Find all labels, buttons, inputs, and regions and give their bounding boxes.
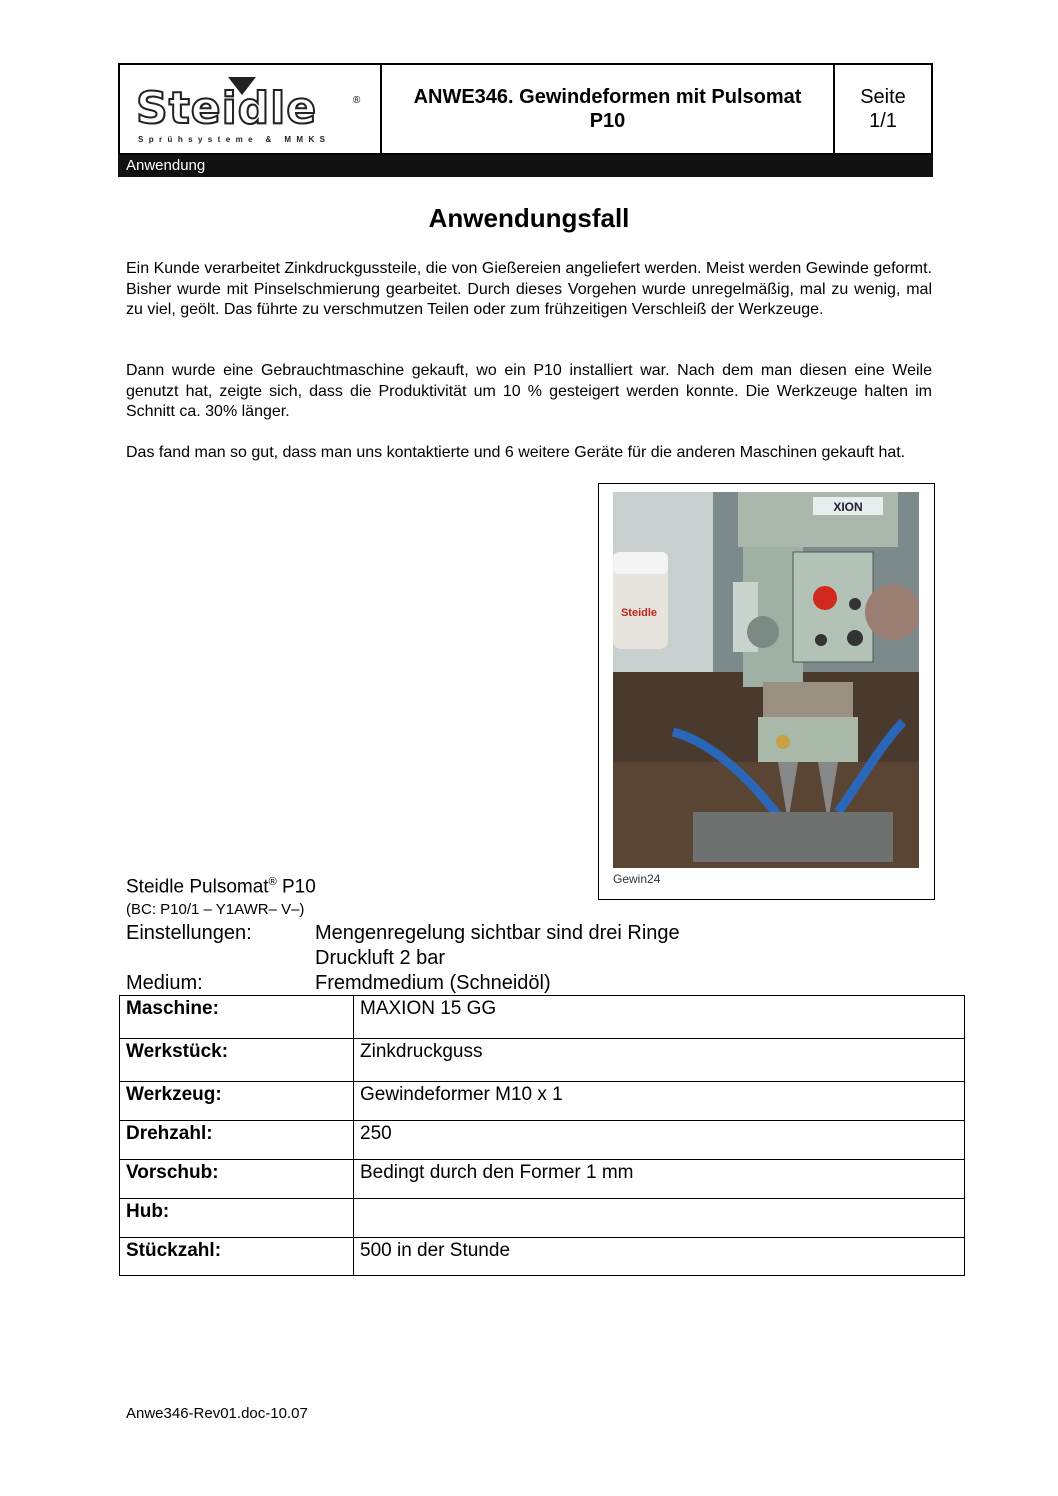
section-bar: Anwendung [118,155,933,177]
table-value: 500 in der Stunde [354,1238,965,1276]
table-row [120,1199,965,1238]
paragraph-3: Das fand man so gut, dass man uns kontaktierte und 6 weitere Geräte für die anderen Maschinen gekauft hat. [126,444,906,461]
table-key: Drehzahl: [120,1121,354,1160]
product-bc-code: (BC: P10/1 – Y1AWR– V–) [126,901,305,918]
table-key: Vorschub: [120,1160,354,1199]
table-value: Bedingt durch den Former 1 mm [354,1160,965,1199]
table-value: 250 [354,1121,965,1160]
table-row [120,1160,965,1199]
product-model: P10 [276,876,316,898]
product-name-text: Steidle Pulsomat [126,876,269,898]
spec-table [119,995,965,1276]
table-key: Werkzeug: [120,1082,354,1121]
table-key: Werkstück: [120,1039,354,1082]
document-title [382,65,835,153]
settings-label: Einstellungen: [126,922,252,944]
page-label: Seite [860,86,906,108]
table-key: Stückzahl: [120,1238,354,1276]
medium-label: Medium: [126,972,203,994]
steidle-logo [120,65,382,153]
table-value: MAXION 15 GG [354,996,965,1039]
document-title-line2: P10 [589,110,626,132]
page-heading: Anwendungsfall [428,203,630,233]
document-header [118,63,933,155]
table-value: Zinkdruckguss [354,1039,965,1082]
machine-photo-illustration [613,492,919,868]
table-value [354,1199,965,1238]
table-row [120,996,965,1039]
settings-line-2: Druckluft 2 bar [315,947,446,969]
table-row [120,1238,965,1276]
table-row [120,1039,965,1082]
logo-registered-mark: ® [353,95,361,106]
logo-subtitle: Sprühsysteme & MMKS [138,135,331,144]
logo-word: Steidle [136,83,318,134]
photo-steidle-text: Steidle [620,607,658,619]
page-value: 1/1 [869,110,897,132]
table-row [120,1082,965,1121]
machine-photo-frame [598,483,935,900]
paragraph-1: Ein Kunde verarbeitet Zinkdruckgussteile, die von Gießereien angeliefert werden. Meist werden Gewinde geformt. Bisher wurde mit Pinselschmierung gearbeitet. Durch dieses Vorgehen wurde unregelmäßig, mal zu wenig, mal zu viel, geölt. Das führte zu verschmutzen Teilen oder zum frühzeitigen Verschleiß der Werkzeuge. [126,260,932,318]
medium-value: Fremdmedium (Schneidöl) [315,972,551,994]
photo-maxion-text: XION [833,500,863,514]
document-footer: Anwe346-Rev01.doc-10.07 [126,1405,308,1422]
page-indicator [835,65,931,153]
table-row [120,1121,965,1160]
table-key: Maschine: [120,996,354,1039]
product-name [126,876,316,898]
document-title-line1: ANWE346. Gewindeformen mit Pulsomat [413,86,802,108]
machine-photo [613,492,919,868]
settings-line-1: Mengenregelung sichtbar sind drei Ringe [315,922,680,944]
table-value: Gewindeformer M10 x 1 [354,1082,965,1121]
table-key: Hub: [120,1199,354,1238]
product-reg-mark: ® [268,876,277,888]
photo-caption: Gewin24 [613,872,661,886]
paragraph-2: Dann wurde eine Gebrauchtmaschine gekauft, wo ein P10 installiert war. Nach dem man diesen eine Weile genutzt hat, zeigte sich, dass die Produktivität um 10 % gesteigert werden konnte. Die Werkzeuge halten im Schnitt ca. 30% länger. [126,362,932,420]
